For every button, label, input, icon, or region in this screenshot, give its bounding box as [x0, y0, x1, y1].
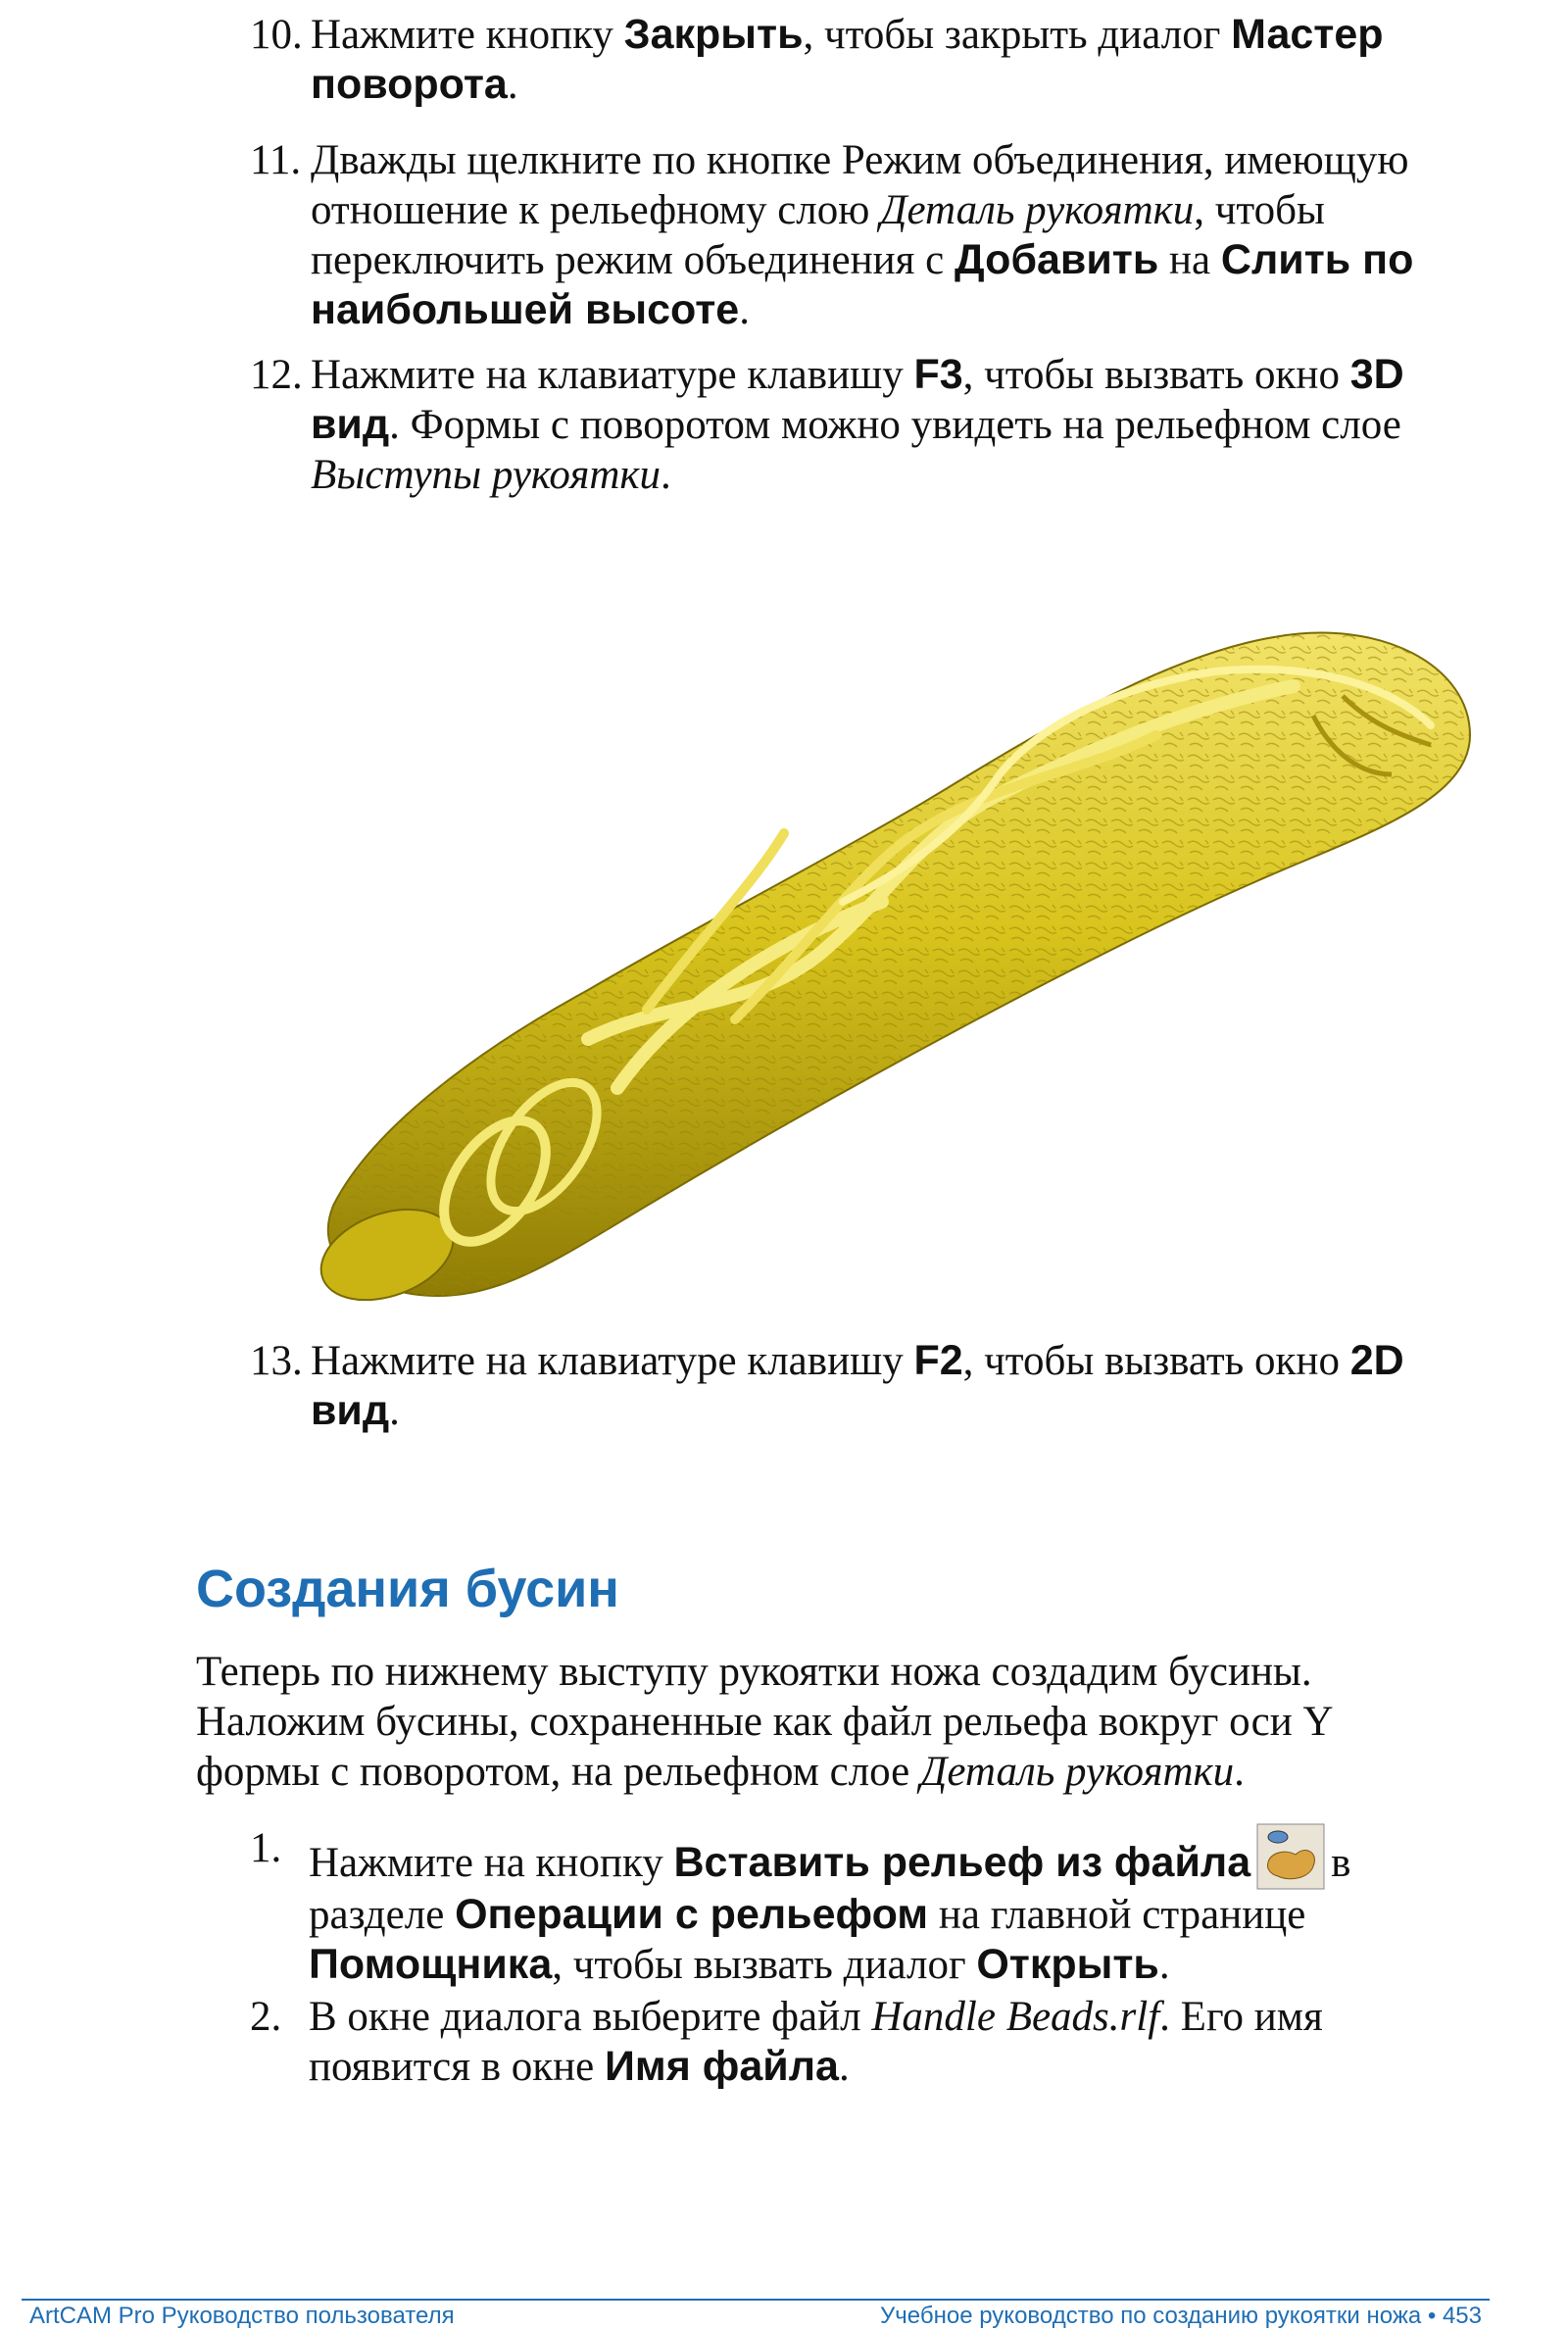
step-13 [250, 1336, 1455, 1436]
step-number: 1. [250, 1825, 282, 1871]
step-number: 10. [250, 12, 303, 58]
intro-paragraph: Теперь по нижнему выступу рукоятки ножа создадим бусины. Наложим бусины, сохраненные как файл рельефа вокруг оси Y формы с поворотом, на рельефном слое Деталь рукоятки. [196, 1649, 1332, 1795]
footer-divider [22, 2299, 1490, 2301]
step-10 [250, 10, 1455, 110]
knife-handle-3d-relief-image [294, 578, 1490, 1323]
paste-relief-from-file-icon [1256, 1823, 1325, 1890]
step-number: 12. [250, 352, 303, 398]
step-text: Дважды щелкните по кнопке Режим объединения, имеющую отношение к рельефному слою Деталь рукоятки, чтобы переключить режим объединения с Добавить на Слить по наибольшей высоте. [311, 137, 1414, 333]
footer-left: ArtCAM Pro Руководство пользователя [29, 2303, 455, 2329]
step-11 [250, 135, 1455, 335]
step-2 [250, 1992, 1455, 2092]
step-12 [250, 350, 1455, 500]
step-text: Нажмите на клавиатуре клавишу F2, чтобы вызвать окно 2D вид. [311, 1337, 1404, 1434]
section-heading: Создания бусин [196, 1560, 619, 1618]
step-1 [250, 1823, 1455, 1990]
step-text: Нажмите на кнопку Вставить рельеф из файла в разделе Операции с рельефом на главной странице Помощника, чтобы вызвать диалог Открыть. [309, 1823, 1455, 1990]
step-number: 13. [250, 1338, 303, 1384]
footer-right: Учебное руководство по созданию рукоятки ножа • 453 [880, 2303, 1482, 2329]
step-text: Нажмите кнопку Закрыть, чтобы закрыть диалог Мастер поворота. [311, 11, 1384, 108]
step-text: В окне диалога выберите файл Handle Beads.rlf. Его имя появится в окне Имя файла. [309, 1994, 1323, 2090]
step-number: 2. [250, 1994, 282, 2040]
step-text: Нажмите на клавиатуре клавишу F3, чтобы вызвать окно 3D вид. Формы с поворотом можно увидеть на рельефном слое Выступы рукоятки. [311, 351, 1404, 498]
step-number: 11. [250, 137, 302, 183]
